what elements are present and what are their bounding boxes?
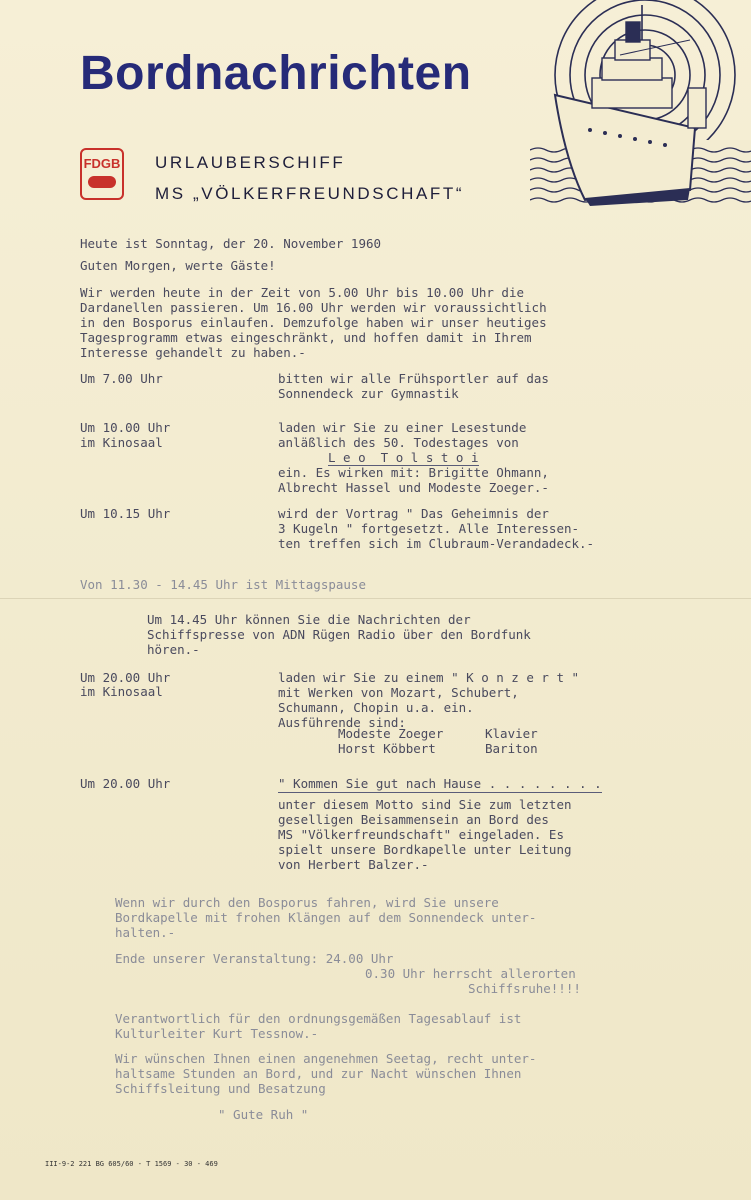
ship-name-label: MS „VÖLKERFREUNDSCHAFT“ (155, 184, 465, 203)
event-line: Schumann, Chopin u.a. ein. (278, 700, 474, 715)
logo-text: FDGB (83, 156, 121, 171)
greeting: Guten Morgen, werte Gäste! (80, 258, 276, 273)
performer-name: Modeste Zoeger (338, 726, 444, 741)
ship-quiet: Schiffsruhe!!!! (468, 981, 581, 996)
fdgb-logo (80, 148, 124, 200)
quiet-time: 0.30 Uhr herrscht allerorten (365, 966, 576, 981)
event-time: Um 20.00 Uhr (80, 776, 171, 791)
performer-role: Klavier (485, 726, 538, 741)
event-line: geselligen Beisammensein an Bord des (278, 812, 549, 827)
paper-fold (0, 598, 751, 599)
tolstoi-name-line (278, 450, 549, 465)
event-description (278, 797, 572, 872)
event-place: im Kinosaal (80, 684, 163, 699)
event-line: MS "Völkerfreundschaft" eingeladen. Es (278, 827, 564, 842)
intro-paragraph (80, 285, 547, 360)
event-line: ein. Es wirken mit: Brigitte Ohmann, (278, 465, 549, 480)
event-line: mit Werken von Mozart, Schubert, (278, 685, 519, 700)
tolstoi-name: L e o T o l s t o i (328, 450, 479, 465)
newsletter-title: Bordnachrichten (80, 47, 472, 100)
ship-type-label: URLAUBERSCHIFF (155, 153, 346, 172)
news-line: Schiffspresse von ADN Rügen Radio über den Bordfunk (147, 627, 531, 642)
event-description (278, 371, 549, 401)
intro-line: Interesse gehandelt zu haben.- (80, 345, 306, 360)
news-paragraph (147, 612, 531, 657)
performer-name: Horst Köbbert (338, 741, 436, 756)
bosporus-paragraph (115, 895, 536, 940)
lunch-break: Von 11.30 - 14.45 Uhr ist Mittagspause (80, 577, 366, 592)
handshake-icon (88, 176, 116, 188)
ship-illustration (530, 0, 751, 210)
event-time: Um 10.15 Uhr (80, 506, 171, 521)
news-line: hören.- (147, 642, 200, 657)
wishes-paragraph (115, 1051, 536, 1096)
event-time: Um 10.00 Uhr (80, 420, 171, 435)
print-code: III-9-2 221 BG 605/60 - T 1569 - 30 - 469 (45, 1160, 218, 1168)
event-line: 3 Kugeln " fortgesetzt. Alle Interessen- (278, 521, 580, 536)
paragraph-line: Wenn wir durch den Bosporus fahren, wird Sie unsere (115, 895, 499, 910)
event-line: Sonnendeck zur Gymnastik (278, 386, 459, 401)
event-description (278, 420, 549, 495)
performer-role: Bariton (485, 741, 538, 756)
paragraph-line: halten.- (115, 925, 176, 940)
event-description (278, 670, 579, 730)
responsible-paragraph (115, 1011, 521, 1041)
event-line: spielt unsere Bordkapelle unter Leitung (278, 842, 572, 857)
intro-line: Dardanellen passieren. Um 16.00 Uhr werden wir voraussichtlich (80, 300, 547, 315)
paragraph-line: Kulturleiter Kurt Tessnow.- (115, 1026, 319, 1041)
event-line: laden wir Sie zu einer Lesestunde (278, 420, 527, 435)
event-line: wird der Vortrag " Das Geheimnis der (278, 506, 549, 521)
paragraph-line: Bordkapelle mit frohen Klängen auf dem Sonnendeck unter- (115, 910, 537, 925)
event-time: Um 7.00 Uhr (80, 371, 163, 386)
goodnight: " Gute Ruh " (218, 1107, 309, 1122)
event-place: im Kinosaal (80, 435, 163, 450)
paragraph-line: Verantwortlich für den ordnungsgemäßen Tagesablauf ist (115, 1011, 522, 1026)
intro-line: Wir werden heute in der Zeit von 5.00 Uhr bis 10.00 Uhr die (80, 285, 525, 300)
paragraph-line: haltsame Stunden an Bord, und zur Nacht wünschen Ihnen (115, 1066, 522, 1081)
event-line: Ausführende sind: (278, 715, 406, 730)
end-of-events: Ende unserer Veranstaltung: 24.00 Uhr (115, 951, 394, 966)
event-description (278, 506, 594, 551)
event-line: unter diesem Motto sind Sie zum letzten (278, 797, 572, 812)
concert-line: laden wir Sie zu einem " K o n z e r t " (278, 670, 580, 685)
event-time: Um 20.00 Uhr (80, 670, 171, 685)
date-line: Heute ist Sonntag, der 20. November 1960 (80, 236, 382, 251)
intro-line: Tagesprogramm etwas eingeschränkt, und hoffen damit in Ihrem (80, 330, 532, 345)
event-line: anläßlich des 50. Todestages von (278, 435, 519, 450)
event-line: Albrecht Hassel und Modeste Zoeger.- (278, 480, 549, 495)
paragraph-line: Wir wünschen Ihnen einen angenehmen Seetag, recht unter- (115, 1051, 537, 1066)
event-line: ten treffen sich im Clubraum-Verandadeck.- (278, 536, 595, 551)
event-line: von Herbert Balzer.- (278, 857, 429, 872)
event-title: " Kommen Sie gut nach Hause . . . . . . . . (278, 776, 602, 791)
news-line: Um 14.45 Uhr können Sie die Nachrichten der (147, 612, 471, 627)
intro-line: in den Bosporus einlaufen. Demzufolge haben wir unser heutiges (80, 315, 547, 330)
paragraph-line: Schiffsleitung und Besatzung (115, 1081, 326, 1096)
event-line: bitten wir alle Frühsportler auf das (278, 371, 549, 386)
